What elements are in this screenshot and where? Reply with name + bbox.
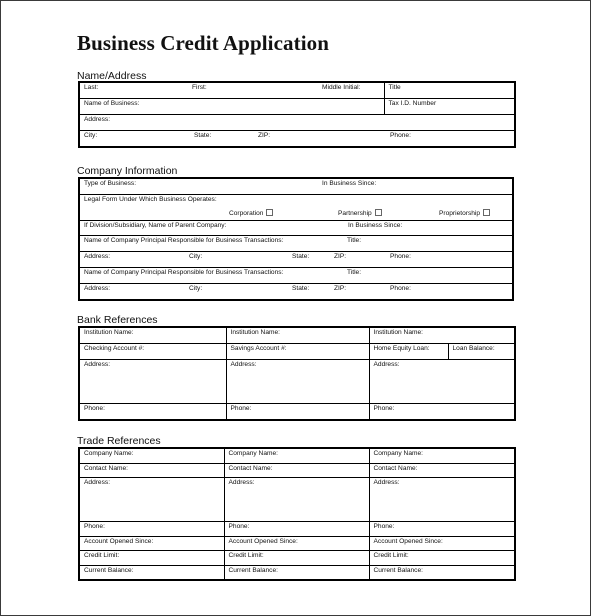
bank-2-phone-field[interactable] [226,404,369,421]
trade-2-phone-label: Phone: [228,523,250,530]
bank-3-institution-field[interactable] [369,327,515,344]
trade-2-contact-field[interactable] [224,463,369,478]
parent-company-field[interactable] [79,221,513,236]
type-of-business-field[interactable] [79,178,513,195]
bank-3-address-label: Address: [373,361,400,368]
loan-balance-field[interactable] [448,344,515,360]
corporation-checkbox[interactable] [266,209,273,216]
first-label: First: [192,84,207,91]
checking-account-label: Checking Account #: [84,345,145,352]
state-2-label: State: [292,284,310,292]
trade-3-address-label: Address: [373,479,400,486]
bank-2-institution-label: Institution Name: [230,329,280,336]
section-title-name-address: Name/Address [77,70,147,82]
partnership-checkbox[interactable] [375,209,382,216]
legal-form-label: Legal Form Under Which Business Operates: [84,196,217,203]
business-name-field[interactable] [79,99,384,115]
title-label: Title [388,84,401,91]
trade-1-company-label: Company Name: [84,450,134,457]
trade-2-phone-field[interactable] [224,522,369,537]
trade-2-company-field[interactable] [224,448,369,463]
trade-1-credit-limit-field[interactable] [79,551,224,566]
trade-1-company-field[interactable] [79,448,224,463]
city-2-label: City: [189,284,203,292]
trade-3-credit-limit-field[interactable] [369,551,515,566]
home-equity-label: Home Equity Loan: [373,345,430,352]
principal-2-address-field[interactable] [79,283,513,300]
trade-3-phone-label: Phone: [373,523,395,530]
parent-company-label: If Division/Subsidiary, Name of Parent Company: [84,222,227,229]
bank-3-address-field[interactable] [369,360,515,404]
savings-account-label: Savings Account #: [230,345,287,352]
principal-1-address-field[interactable] [79,251,513,267]
trade-2-credit-limit-label: Credit Limit: [228,552,264,559]
trade-1-current-balance-label: Current Balance: [84,566,134,574]
city-1-label: City: [189,252,203,260]
bank-1-phone-label: Phone: [84,405,105,412]
title-1-label: Title: [347,236,362,244]
principal-1-field[interactable] [79,235,513,251]
savings-account-field[interactable] [226,344,369,360]
trade-1-current-balance-field[interactable] [79,565,224,580]
legal-form-field[interactable] [79,195,513,221]
trade-2-account-opened-label: Account Opened Since: [228,537,298,545]
title-2-label: Title: [347,268,362,276]
company-info-table [78,177,514,301]
trade-1-account-opened-label: Account Opened Since: [84,537,154,545]
bank-1-institution-label: Institution Name: [84,329,134,336]
corporation-option[interactable]: Corporation [229,209,273,218]
trade-3-company-field[interactable] [369,448,515,463]
trade-3-account-opened-label: Account Opened Since: [373,537,443,545]
trade-refs-table [78,447,516,581]
bank-3-phone-label: Phone: [373,405,395,412]
proprietorship-checkbox[interactable] [483,209,490,216]
trade-2-address-field[interactable] [224,478,369,522]
in-business-since-label: In Business Since: [322,180,377,187]
bank-2-address-label: Address: [230,361,257,368]
address-field[interactable] [79,115,515,131]
phone-1-label: Phone: [390,252,411,260]
title-field[interactable] [384,82,515,99]
trade-1-address-field[interactable] [79,478,224,522]
section-title-bank-refs: Bank References [77,314,158,326]
address-1-label: Address: [84,252,111,260]
trade-3-address-field[interactable] [369,478,515,522]
trade-3-current-balance-label: Current Balance: [373,566,423,574]
trade-2-current-balance-label: Current Balance: [228,566,278,574]
trade-2-contact-label: Contact Name: [228,464,273,472]
principal-1-label: Name of Company Principal Responsible for Business Transactions: [84,236,284,244]
bank-3-institution-label: Institution Name: [373,329,423,336]
trade-1-contact-field[interactable] [79,463,224,478]
name-address-table [78,81,516,148]
in-business-since-2-label: In Business Since: [348,222,403,229]
tax-id-field[interactable] [384,99,515,115]
last-first-middle-cell[interactable] [79,82,384,99]
trade-3-account-opened-field[interactable] [369,536,515,551]
bank-2-address-field[interactable] [226,360,369,404]
bank-2-phone-label: Phone: [230,405,252,412]
trade-2-address-label: Address: [228,479,255,486]
page-title: Business Credit Application [77,31,330,55]
zip-2-label: ZIP: [334,284,347,292]
type-of-business-label: Type of Business: [84,180,137,187]
zip-label: ZIP: [258,132,271,139]
trade-2-account-opened-field[interactable] [224,536,369,551]
loan-balance-label: Loan Balance: [452,345,495,352]
address-label: Address: [84,116,111,123]
trade-1-contact-label: Contact Name: [84,464,128,472]
trade-1-phone-label: Phone: [84,523,105,530]
trade-3-contact-label: Contact Name: [373,464,418,472]
bank-refs-table [78,326,516,421]
section-title-trade-refs: Trade References [77,435,161,447]
business-name-label: Name of Business: [84,100,140,107]
trade-3-phone-field[interactable] [369,522,515,537]
section-title-company-info: Company Information [77,165,178,177]
partnership-option[interactable]: Partnership [338,209,382,218]
proprietorship-option[interactable]: Proprietorship [439,209,490,218]
phone-label: Phone: [390,132,411,139]
trade-3-contact-field[interactable] [369,463,515,478]
state-1-label: State: [292,252,310,260]
checking-account-field[interactable] [79,344,226,360]
trade-2-credit-limit-field[interactable] [224,551,369,566]
bank-1-institution-field[interactable] [79,327,226,344]
bank-1-address-label: Address: [84,361,111,368]
city-label: City: [84,132,98,139]
state-label: State: [194,132,212,139]
home-equity-field[interactable] [369,344,448,360]
trade-2-company-label: Company Name: [228,450,278,457]
bank-3-phone-field[interactable] [369,404,515,421]
phone-2-label: Phone: [390,284,411,292]
bank-1-address-field[interactable] [79,360,226,404]
trade-1-phone-field[interactable] [79,522,224,537]
trade-3-company-label: Company Name: [373,450,423,457]
middle-initial-label: Middle Initial: [322,84,361,91]
principal-2-field[interactable] [79,267,513,283]
city-state-zip-phone-field[interactable] [79,131,515,148]
last-label: Last: [84,84,99,91]
bank-1-phone-field[interactable] [79,404,226,421]
trade-1-credit-limit-label: Credit Limit: [84,552,120,559]
trade-1-account-opened-field[interactable] [79,536,224,551]
trade-2-current-balance-field[interactable] [224,565,369,580]
tax-id-label: Tax I.D. Number [388,100,437,107]
trade-3-credit-limit-label: Credit Limit: [373,552,409,559]
bank-2-institution-field[interactable] [226,327,369,344]
trade-3-current-balance-field[interactable] [369,565,515,580]
zip-1-label: ZIP: [334,252,347,260]
trade-1-address-label: Address: [84,479,111,486]
address-2-label: Address: [84,284,111,292]
principal-2-label: Name of Company Principal Responsible for Business Transactions: [84,268,284,276]
